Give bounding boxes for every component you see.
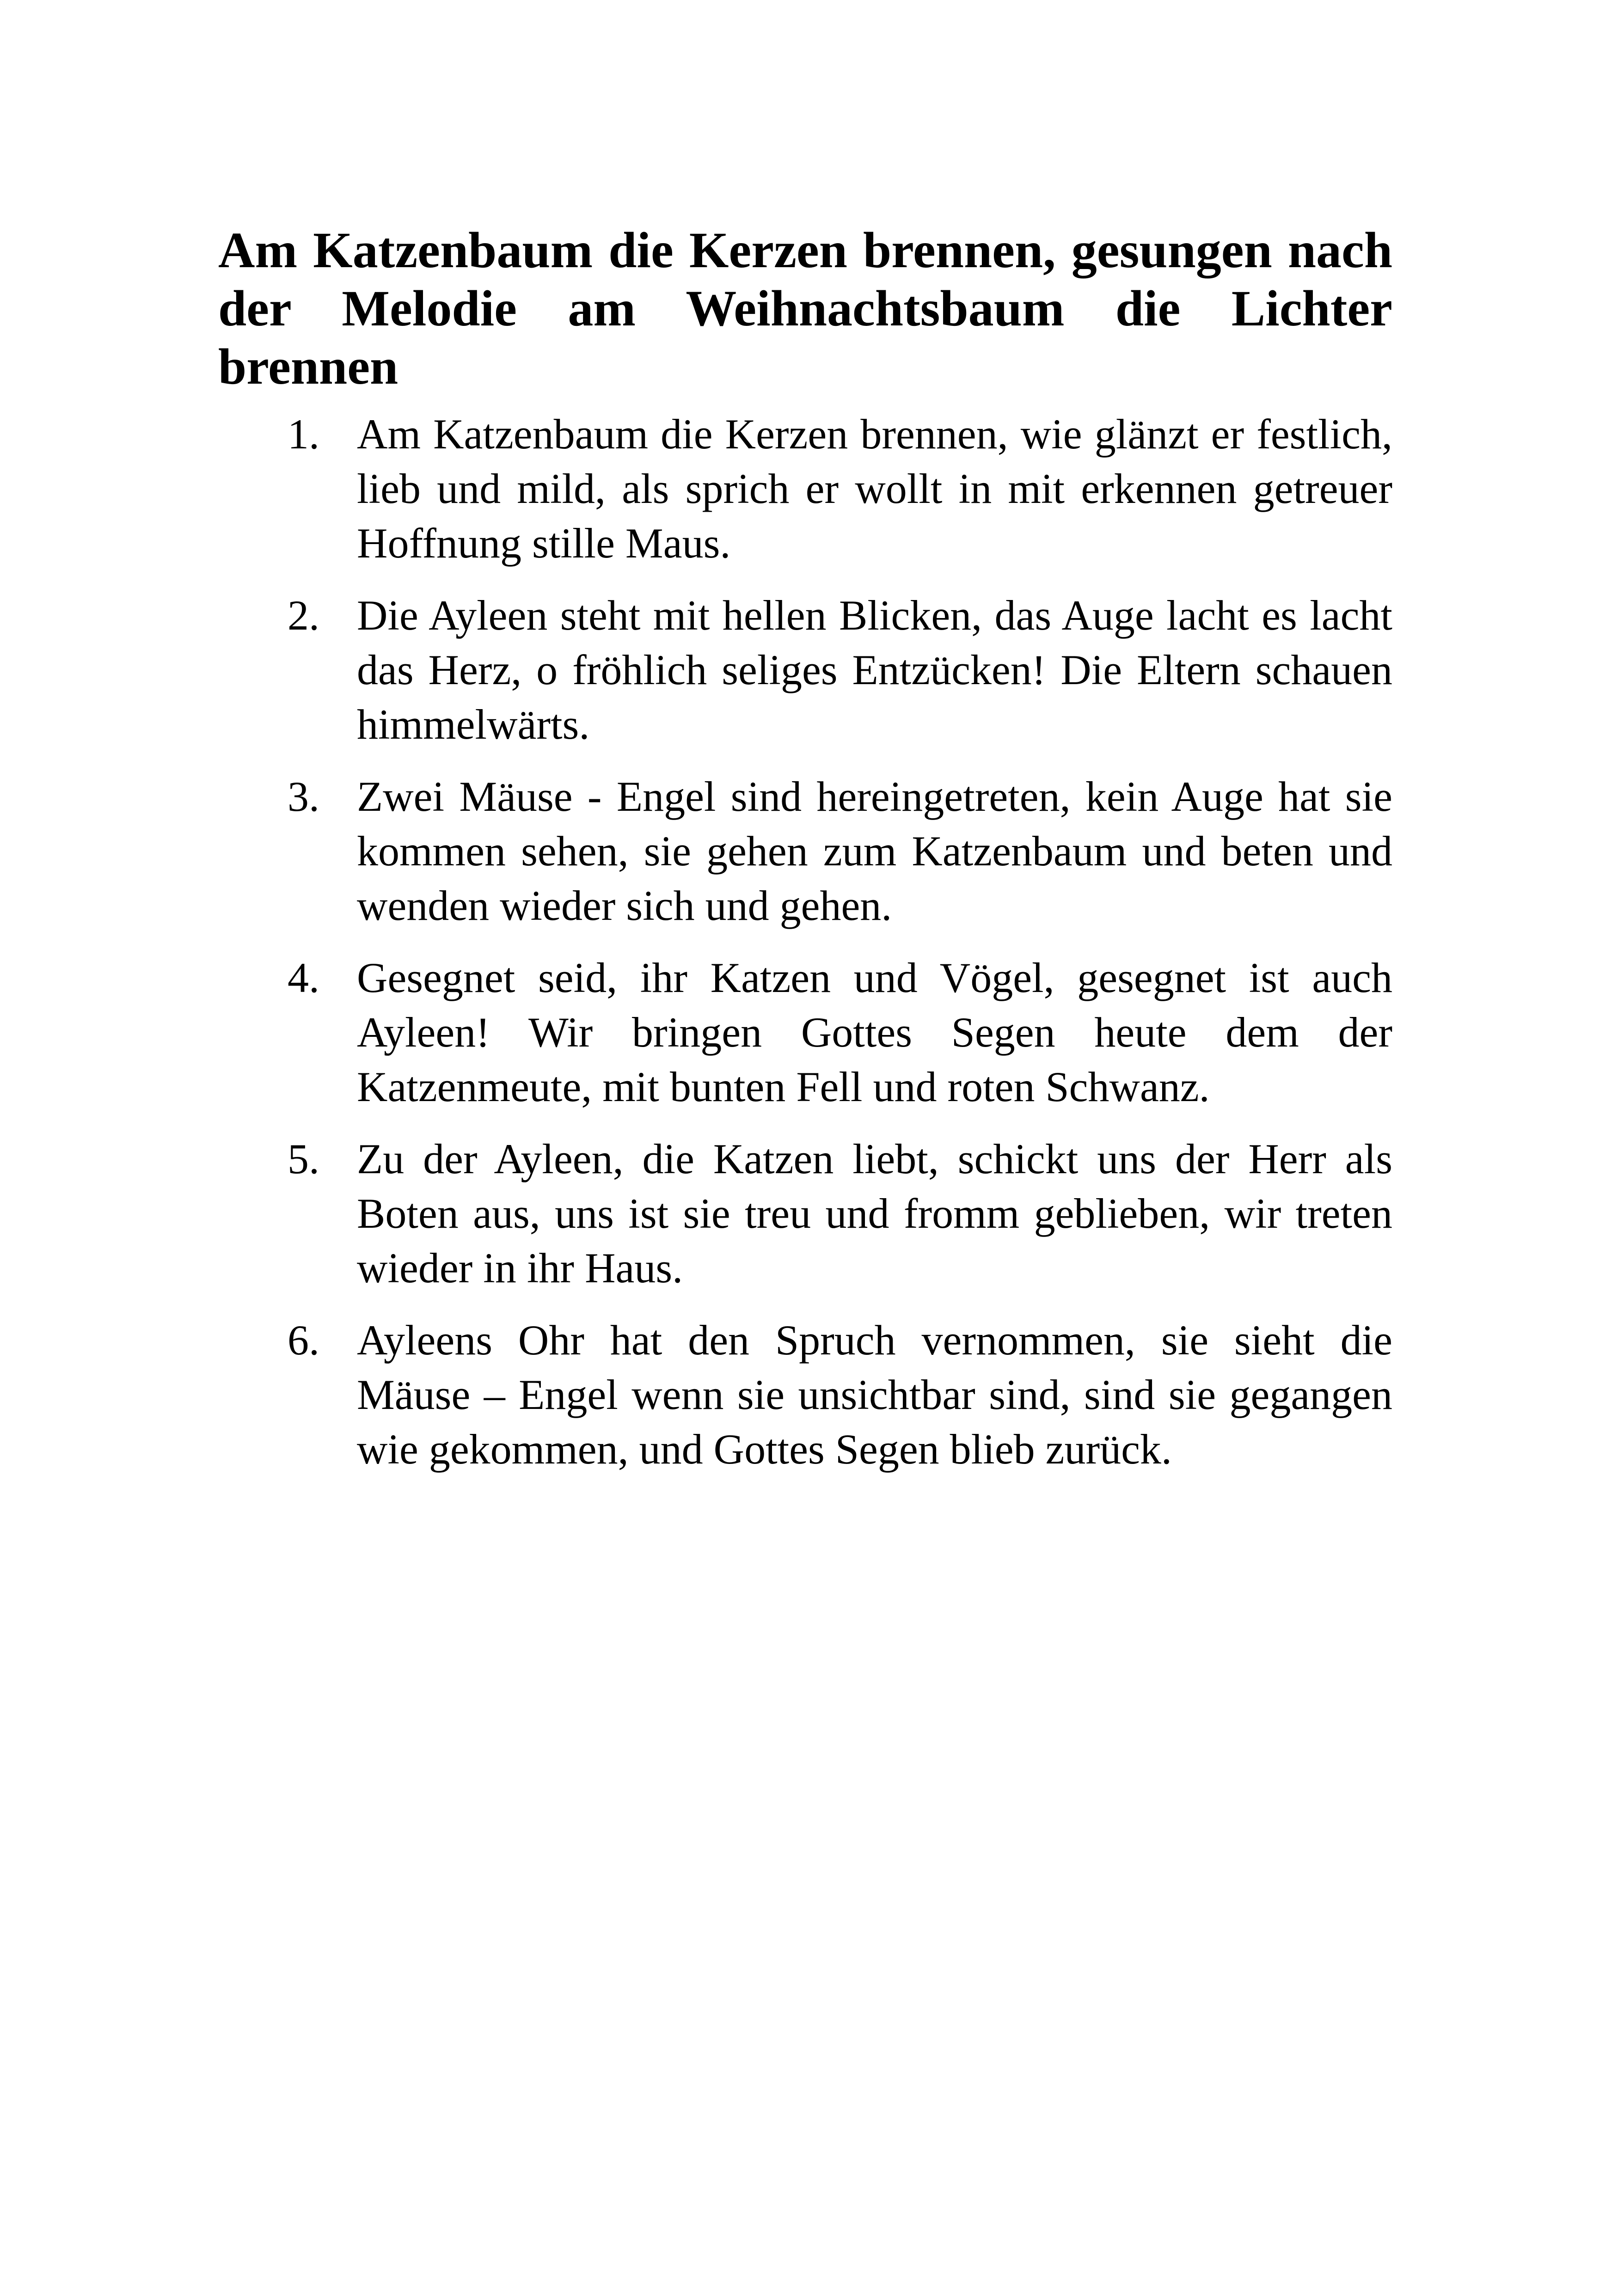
song-title: Am Katzenbaum die Kerzen brennen, gesungen nach der Melodie am Weihnachtsbaum die Lichter brennen bbox=[218, 222, 1392, 395]
verse-item bbox=[218, 1313, 1392, 1476]
verse-list bbox=[218, 407, 1392, 1476]
verse-number: 6. bbox=[288, 1316, 319, 1364]
verse-item bbox=[218, 769, 1392, 933]
verse-number: 2. bbox=[288, 592, 319, 639]
verse-text: Zu der Ayleen, die Katzen liebt, schickt uns der Herr als Boten aus, uns ist sie treu und fromm geblieben, wir treten wieder in ihr Haus. bbox=[357, 1135, 1392, 1292]
verse-number: 4. bbox=[288, 954, 319, 1001]
verse-text: Zwei Mäuse - Engel sind hereingetreten, kein Auge hat sie kommen sehen, sie gehen zum Katzenbaum und beten und wenden wieder sich und gehen. bbox=[357, 773, 1392, 929]
verse-text: Am Katzenbaum die Kerzen brennen, wie glänzt er festlich, lieb und mild, als sprich er wollt in mit erkennen getreuer Hoffnung stille Maus. bbox=[357, 410, 1392, 567]
verse-item bbox=[218, 407, 1392, 570]
verse-item bbox=[218, 588, 1392, 752]
verse-text: Die Ayleen steht mit hellen Blicken, das Auge lacht es lacht das Herz, o fröhlich seliges Entzücken! Die Eltern schauen himmelwärts. bbox=[357, 592, 1392, 748]
verse-number: 5. bbox=[288, 1135, 319, 1182]
verse-number: 3. bbox=[288, 773, 319, 820]
verse-item bbox=[218, 1132, 1392, 1295]
document-body bbox=[218, 221, 1392, 1494]
verse-number: 1. bbox=[288, 410, 319, 458]
verse-item bbox=[218, 950, 1392, 1114]
verse-text: Ayleens Ohr hat den Spruch vernommen, sie sieht die Mäuse – Engel wenn sie unsichtbar sind, sind sie gegangen wie gekommen, und Gottes Segen blieb zurück. bbox=[357, 1316, 1392, 1473]
verse-text: Gesegnet seid, ihr Katzen und Vögel, gesegnet ist auch Ayleen! Wir bringen Gottes Segen heute dem der Katzenmeute, mit bunten Fell und roten Schwanz. bbox=[357, 954, 1392, 1110]
